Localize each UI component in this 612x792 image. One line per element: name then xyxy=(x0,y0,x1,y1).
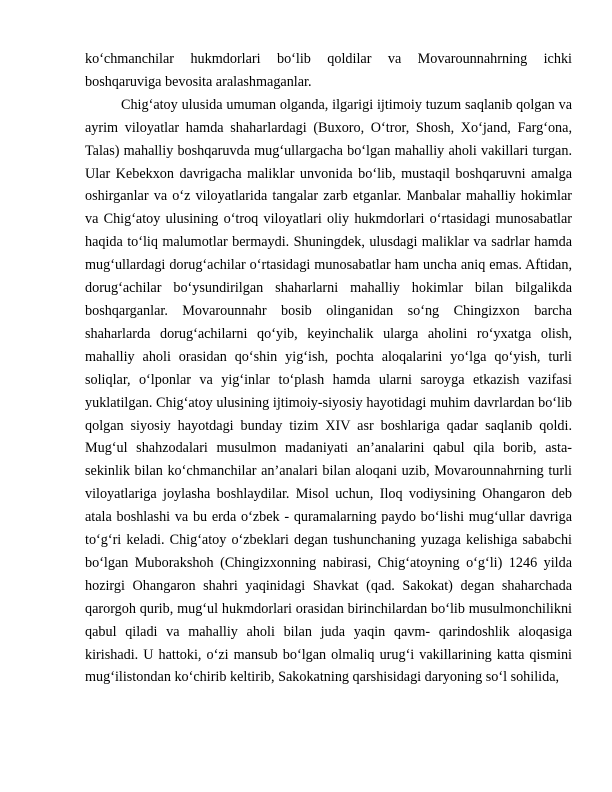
paragraph-main: Chig‘atoy ulusida umuman olganda, ilgarigi ijtimoiy tuzum saqlanib qolgan va ayrim viloyatlar hamda shaharlardagi (Buxoro, O‘tror, Shosh, Xo‘jand, Farg‘ona, Talas) mahalliy boshqaruvda mug‘ullargacha bo‘lgan mahalliy aholi vakillari turgan. Ular Kebekxon davrigacha maliklar unvonida bo‘lib, mustaqil boshqaruvni amalga oshirganlar va o‘z viloyatlarida tangalar zarb etganlar. Manbalar mahalliy hokimlar va Chig‘atoy ulusining o‘troq viloyatlari oliy hukmdorlari o‘rtasidagi munosabatlar haqida to‘liq malumotlar bermaydi. Shuningdek, ulusdagi maliklar va sadrlar hamda mug‘ullardagi dorug‘achilar o‘rtasidagi munosabatlar ham uncha aniq emas. Aftidan, dorug‘achilar bo‘ysundirilgan shaharlarni mahalliy hokimlar bilan bilgalikda boshqarganlar. Movarounnahr bosib olinganidan so‘ng Chingizxon barcha shaharlarda dorug‘achilarni qo‘yib, keyinchalik ularga aholini ro‘yxatga olish, mahalliy aholi orasidan qo‘shin yig‘ish, pochta aloqalarini yo‘lga qo‘yish, turli soliqlar, o‘lponlar va yig‘inlar to‘plash hamda ularni saroyga etkazish vazifasi yuklatilgan. Chig‘atoy ulusining ijtimoiy-siyosiy hayotidagi muhim davrlardan bo‘lib qolgan siyosiy hayotdagi bunday tizim XIV asr boshlariga qadar saqlanib qoldi. Mug‘ul shahzodalari musulmon madaniyati an’analarini qabul qila borib, asta-sekinlik bilan ko‘chmanchilar an’analari bilan aloqani uzib, Movarounnahrning turli viloyatlariga joylasha boshlaydilar. Misol uchun, Iloq vodiysining Ohangaron deb atala boshlashi va bu erda o‘zbek - quramalarning paydo bo‘lishi mug‘ullar davriga to‘g‘ri keladi. Chig‘atoy o‘zbeklari degan tushunchaning yuzaga kelishiga sababchi bo‘lgan Muborakshoh (Chingizxonning nabirasi, Chig‘atoyning o‘g‘li) 1246 yilda hozirgi Ohangaron shahri yaqinidagi Shavkat (qad. Sakokat) degan shaharchada qarorgoh qurib, mug‘ul hukmdorlari orasidan birinchilardan bo‘lib musulmonchilikni qabul qiladi va mahalliy aholi bilan juda yaqin qavm- qarindoshlik aloqasiga kirishadi. U hattoki, o‘zi mansub bo‘lgan olmaliq urug‘i vakillarining katta qismini mug‘ilistondan ko‘chirib keltirib, Sakokatning qarshisidagi daryoning so‘l sohilida, xyxy=(85,96,572,686)
paragraph-continuation: ko‘chmanchilar hukmdorlari bo‘lib qoldilar va Movarounnahrning ichki boshqaruviga bevosita aralashmaganlar. xyxy=(85,51,572,90)
body-text xyxy=(85,48,572,689)
